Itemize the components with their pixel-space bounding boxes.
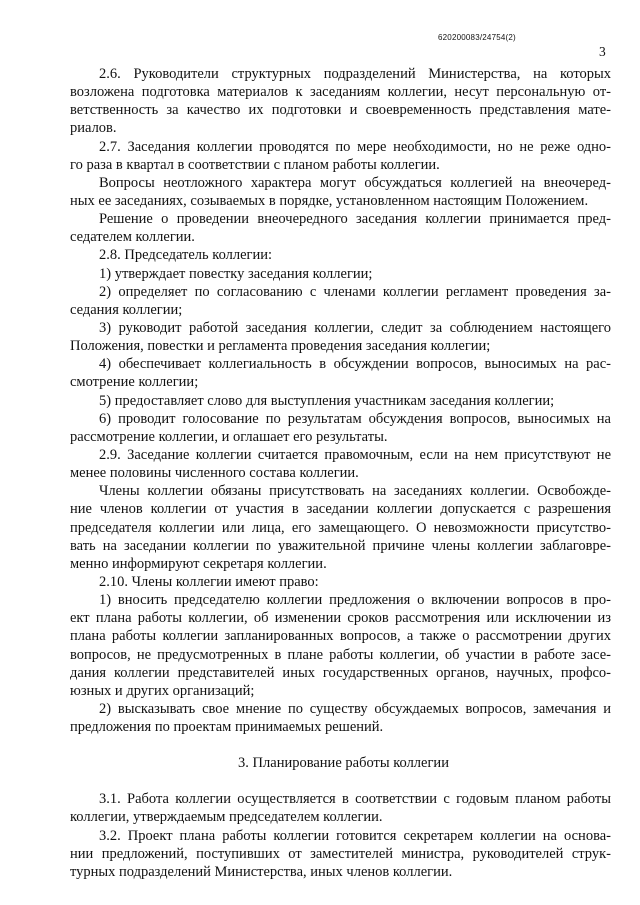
text-line: нии предложений, поступивших от заместителей министра, руководителей струк- [70, 845, 611, 862]
text-line: 2.9. Заседание коллегии считается правомочным, если на нем присутствуют не [99, 446, 611, 463]
section-2-continued [70, 65, 611, 736]
document-header-id: 620200083/24754(2) [438, 33, 516, 42]
para-2-9 [70, 446, 611, 482]
text-line: смотрение коллегии; [70, 374, 199, 391]
text-line: рассмотрение коллегии, и оглашает его результаты. [70, 428, 388, 445]
text-line: Члены коллегии обязаны присутствовать на заседаниях коллегии. Освобожде- [99, 483, 611, 500]
text-line: плана работы коллегии запланированных вопросов, а также о рассмотрении других [70, 628, 611, 645]
para-extraordinary-decision [70, 210, 611, 246]
text-line: Положения, повестки и регламента проведения заседания коллегии; [70, 338, 491, 355]
text-line: дания коллегии представителей иных государственных органов, научных, профсо- [70, 664, 611, 681]
item-2-8-1 [70, 265, 611, 283]
item-2-8-6 [70, 410, 611, 446]
text-line: 1) утверждает повестку заседания коллегии; [99, 265, 373, 282]
para-urgent-questions [70, 174, 611, 210]
para-3-2 [70, 827, 611, 881]
text-line: 3) руководит работой заседания коллегии, следит за соблюдением настоящего [99, 319, 611, 336]
text-line: седания коллегии; [70, 301, 183, 318]
document-body [70, 65, 611, 881]
item-2-8-5 [70, 392, 611, 410]
text-line: 3.2. Проект плана работы коллегии готовится секретарем коллегии на основа- [99, 827, 611, 844]
section-3-heading: 3. Планирование работы коллегии [238, 755, 449, 772]
text-line: Решение о проведении внеочередного заседания коллегии принимается пред- [99, 211, 611, 228]
section-3 [70, 790, 611, 881]
para-attendance [70, 482, 611, 573]
text-line: 3.1. Работа коллегии осуществляется в соответствии с годовым планом работы [99, 791, 611, 808]
para-3-1 [70, 790, 611, 826]
text-line: Вопросы неотложного характера могут обсуждаться коллегией на внеочеред- [99, 174, 611, 191]
text-line: 1) вносить председателю коллегии предложения о включении вопросов в про- [99, 592, 611, 609]
text-line: ект плана работы коллегии, об изменении сроков рассмотрения или исключении из [70, 610, 611, 627]
text-line: 2) определяет по согласованию с членами коллегии регламент проведения за- [99, 283, 611, 300]
item-2-8-4 [70, 355, 611, 391]
para-2-7 [70, 138, 611, 174]
text-line: возложена подготовка материалов к заседаниям коллегии, несут персональную от- [70, 84, 611, 101]
item-2-10-2 [70, 700, 611, 736]
text-line: менно информируют секретаря коллегии. [70, 555, 327, 572]
text-line: го раза в квартал в соответствии с планом работы коллегии. [70, 156, 440, 173]
text-line: вопросов, не предусмотренных в плане работы коллегии, об участии в работе засе- [70, 646, 611, 663]
item-2-10-1 [70, 591, 611, 700]
item-2-8-3 [70, 319, 611, 355]
text-line: 2.8. Председатель коллегии: [99, 247, 273, 264]
text-line: вать на заседании коллегии по уважительной причине члены коллегии заблаговре- [70, 537, 611, 554]
text-line: 2.10. Члены коллегии имеют право: [99, 573, 319, 590]
text-line: менее половины численного состава коллегии. [70, 465, 359, 482]
text-line: 2.6. Руководители структурных подразделений Министерства, на которых [99, 66, 611, 82]
text-line: 2.7. Заседания коллегии проводятся по мере необходимости, но не реже одно- [99, 138, 611, 155]
text-line: турных подразделений Министерства, иных членов коллегии. [70, 863, 453, 880]
text-line: ветственность за качество их подготовки и своевременность представления мате- [70, 102, 611, 119]
text-line: ных ее заседаниях, созываемых в порядке, установленном настоящим Положением. [70, 192, 589, 209]
para-2-6 [70, 65, 611, 138]
text-line: 5) предоставляет слово для выступления участникам заседания коллегии; [99, 392, 555, 409]
para-2-8 [70, 246, 611, 264]
text-line: коллегии, утверждаемым председателем коллегии. [70, 809, 383, 826]
text-line: седателем коллегии. [70, 229, 195, 246]
text-line: юзных и других организаций; [70, 682, 255, 699]
text-line: ние членов коллегии от участия в заседании коллегии допускается с разрешения [70, 501, 611, 518]
text-line: предложения по проектам принимаемых решений. [70, 719, 384, 736]
text-line: председателя коллегии или лица, его замещающего. О невозможности присутство- [70, 519, 611, 536]
text-line: риалов. [70, 120, 117, 137]
text-line: 6) проводит голосование по результатам обсуждения вопросов, выносимых на [99, 410, 611, 427]
para-2-10 [70, 573, 611, 591]
item-2-8-2 [70, 283, 611, 319]
text-line: 2) высказывать свое мнение по существу обсуждаемых вопросов, замечания и [99, 700, 611, 717]
page-number: 3 [599, 44, 606, 59]
text-line: 4) обеспечивает коллегиальность в обсуждении вопросов, выносимых на рас- [99, 356, 611, 373]
